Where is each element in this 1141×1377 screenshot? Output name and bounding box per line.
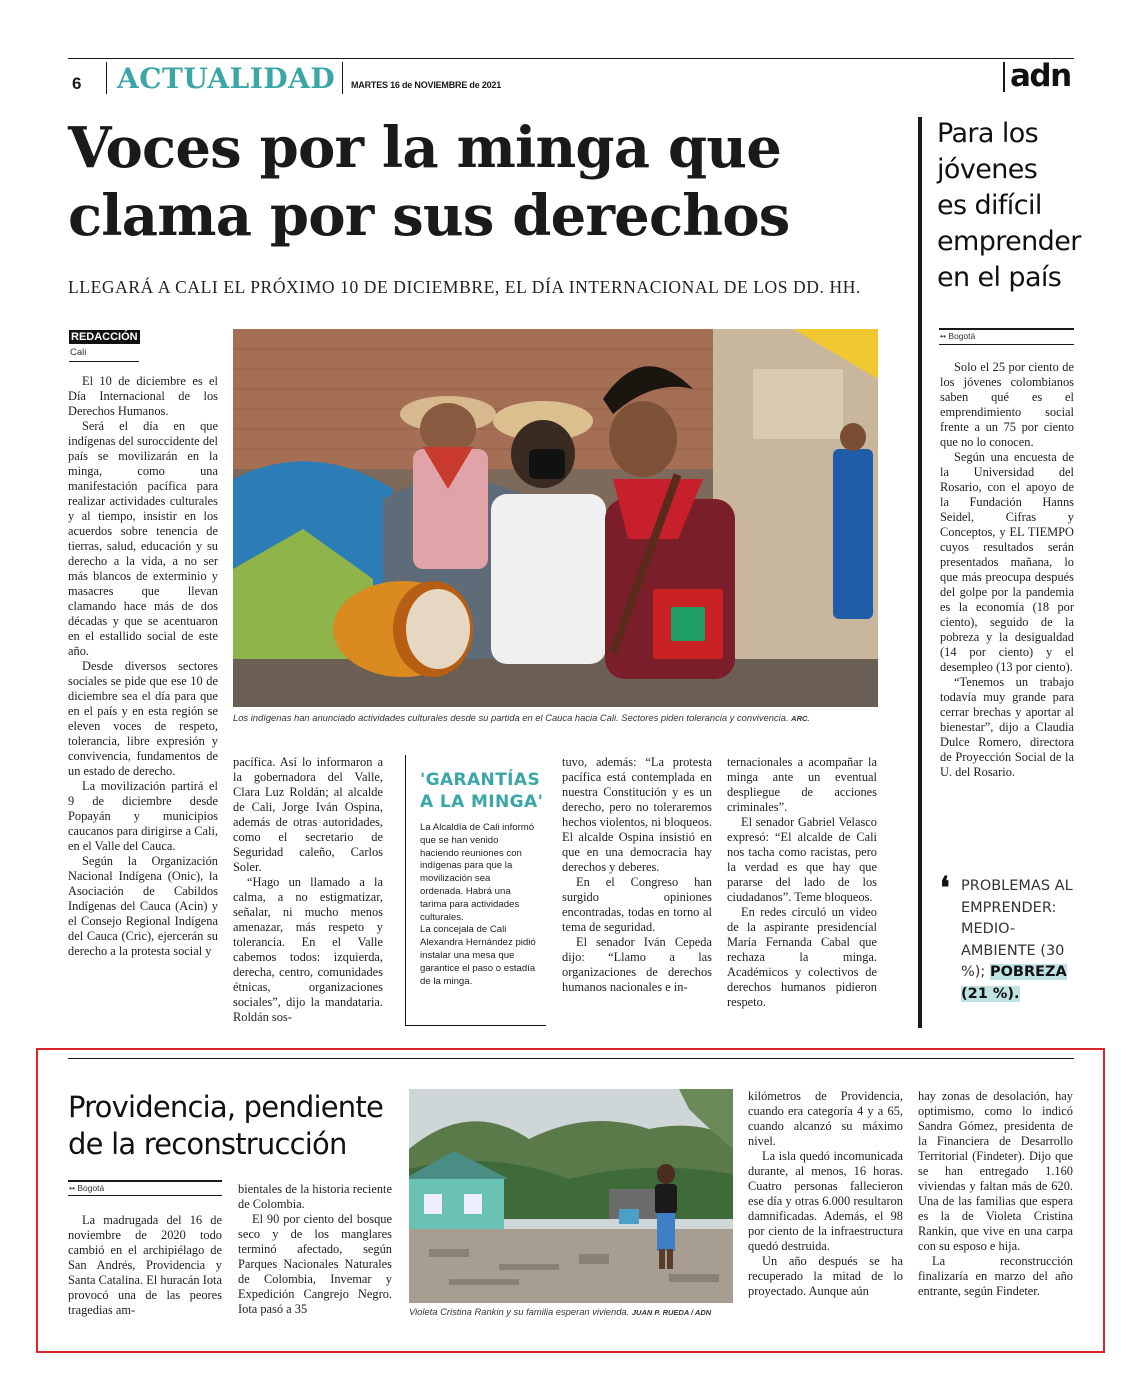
paragraph: tuvo, además: “La protesta pacífica está contemplada en nuestra Constitución y es un derecho, pero no toleraremos hechos violentos, ni bloqueos. El alcalde Ospina insistió en que en una democracia hay derechos y deberes. bbox=[562, 755, 712, 874]
bottom-col-3 bbox=[748, 1089, 903, 1299]
bottom-story-rule bbox=[68, 1058, 1074, 1059]
paragraph: La reconstrucción finalizaría en marzo del año entrante, según Findeter. bbox=[918, 1254, 1073, 1298]
sidebar-text bbox=[420, 822, 536, 988]
pull-quote-highlight: POBREZA (21 %). bbox=[961, 964, 1067, 1002]
right-headline-line: Para los bbox=[937, 118, 1039, 149]
right-location-rule bbox=[939, 328, 1074, 330]
pull-quote-text: PROBLEMAS AL EMPRENDER: MEDIO-AMBIENTE (30 %); bbox=[961, 878, 1073, 980]
paragraph: El senador Gabriel Velasco expresó: “El alcalde de Cali nos tacha como racistas, pero la verdad es que hay que pararse del lado de los ciudadanos”. Teme bloqueos. bbox=[727, 815, 877, 904]
right-headline bbox=[937, 116, 1081, 296]
sidebar-title-line1: 'GARANTÍAS bbox=[420, 770, 541, 790]
main-col-4 bbox=[562, 755, 712, 995]
paragraph: El 10 de diciembre es el Día Internacional de los Derechos Humanos. bbox=[68, 374, 218, 418]
bottom-photo-caption bbox=[409, 1306, 733, 1317]
issue-date: MARTES 16 de NOVIEMBRE de 2021 bbox=[351, 80, 502, 90]
main-photo-caption-text: Los indígenas han anunciado actividades culturales desde su partida en el Cauca hacia Cali. Sectores piden tolerancia y convivencia. bbox=[233, 712, 789, 723]
right-headline-line: emprender bbox=[937, 226, 1081, 257]
top-rule bbox=[68, 58, 1074, 59]
bottom-location-text: Bogotá bbox=[77, 1183, 105, 1193]
quote-mark-icon: ❛ bbox=[940, 871, 950, 906]
sidebar-paragraph: La concejala de Cali Alexandra Hernández pidió instalar una mesa que garantice el paso o estadía de la minga. bbox=[420, 924, 536, 987]
bottom-location: •• Bogotá bbox=[69, 1183, 105, 1193]
paragraph: “Hago un llamado a la calma, a no estigmatizar, señalar, ni mucho menos amenazar, más respeto y tolerancia. En el Valle cabemos todos: izquierda, derecha, centro, comunidades étnicas, organizaciones sociales”, dijo la mandataria. Roldán sos- bbox=[233, 875, 383, 1024]
paragraph: ternacionales a acompañar la minga ante un eventual despliegue de acciones criminales”. bbox=[727, 755, 877, 814]
pull-quote bbox=[961, 876, 1073, 1005]
bottom-photo-credit: JUAN P. RUEDA / ADN bbox=[631, 1308, 712, 1317]
bottom-col-4 bbox=[918, 1089, 1073, 1299]
bottom-headline bbox=[68, 1089, 383, 1163]
paragraph: Según una encuesta de la Universidad del Rosario, con el apoyo de la Fundación Hanns Seidel, Cifras y Conceptos, y EL TIEMPO cuyos resultados serán presentados mañana, lo que más preocupa después del golpe por la pandemia es la economía (18 por ciento), seguido de la pobreza y la desigualdad (14 por ciento) y el desempleo (13 por ciento). bbox=[940, 450, 1074, 674]
paragraph: Solo el 25 por ciento de los jóvenes colombianos saben qué es el emprendimiento social frente a un 75 por ciento que no lo conocen. bbox=[940, 360, 1074, 449]
right-headline-line: en el país bbox=[937, 262, 1062, 293]
bottom-col-2 bbox=[238, 1182, 392, 1317]
bottom-location-rule bbox=[68, 1180, 222, 1182]
right-headline-line: jóvenes bbox=[937, 154, 1038, 185]
providencia-photo bbox=[409, 1089, 733, 1303]
sidebar-title-line2: A LA MINGA' bbox=[420, 792, 544, 812]
right-headline-line: es difícil bbox=[937, 190, 1042, 221]
right-story-bar bbox=[918, 117, 922, 1028]
minga-photo bbox=[233, 329, 878, 707]
page-number: 6 bbox=[72, 74, 82, 93]
main-photo-credit: ARC. bbox=[791, 714, 810, 723]
section-title: ACTUALIDAD bbox=[117, 62, 336, 95]
main-col-5 bbox=[727, 755, 877, 1010]
paragraph: kilómetros de Providencia, cuando era categoría 4 y a 65, cuando alcanzó su máximo nivel. bbox=[748, 1089, 903, 1148]
paragraph: En redes circuló un video de la aspirante presidencial María Fernanda Cabal que rechaza la minga. Académicos y colectivos de derechos humanos pidieron respeto. bbox=[727, 905, 877, 1009]
minga-photo-illustration bbox=[233, 329, 878, 707]
main-col-2 bbox=[233, 755, 383, 1025]
right-location: •• Bogotá bbox=[940, 331, 976, 341]
paragraph: El 90 por ciento del bosque seco y de los manglares terminó afectado, según Parques Nacionales Naturales de Colombia, Invemar y Expedición Cangrejo Negro. Iota pasó a 35 bbox=[238, 1212, 392, 1316]
paragraph: La movilización partirá el 9 de diciembre desde Popayán y municipios caucanos para dirigirse a Cali, en el Valle del Cauca. bbox=[68, 779, 218, 853]
paragraph: Será el día en que indígenas del suroccidente del país se movilizarán en la minga, como una manifestación pacífica para realizar actividades culturales y al tiempo, insistir en los acuerdos sobre tenencia de tierras, salud, educación y su derecho a la vida, a no ser más blancos de exterminio y masacres que llevan clamando hace más de dos décadas y que se acentuaron en el estallido social de este año. bbox=[68, 419, 218, 658]
main-deck: LLEGARÁ A CALI EL PRÓXIMO 10 DE DICIEMBRE, EL DÍA INTERNACIONAL DE LOS DD. HH. bbox=[68, 277, 861, 297]
sidebar-paragraph: La Alcaldía de Cali informó que se han venido haciendo reuniones con indígenas para que la movilización sea ordenada. Habrá una tarima para actividades culturales. bbox=[420, 822, 535, 923]
paragraph: Desde diversos sectores sociales se pide que ese 10 de diciembre sea el día para que en el país y en esta región se eleven voces de respeto, tolerancia, libre expresión y convivencia, fundamentos de un estado de derecho. bbox=[68, 659, 218, 778]
paragraph: Según la Organización Nacional Indígena (Onic), la Asociación de Cabildos Indígenas del Cauca (Acin) y el Consejo Regional Indígena del Cauca (Cric), ejercerán su derecho a la protesta social y bbox=[68, 854, 218, 958]
sidebar-title bbox=[420, 769, 545, 813]
masthead-divider-2 bbox=[342, 62, 343, 94]
paragraph: “Tenemos un trabajo todavía muy grande para cerrar brechas y aportar al bienestar”, dijo a Claudia Dulce Romero, directora de Proyección Social de la U. del Rosario. bbox=[940, 675, 1074, 779]
right-location-text: Bogotá bbox=[948, 331, 976, 341]
right-body bbox=[940, 360, 1074, 780]
paragraph: Un año después se ha recuperado la mitad de lo proyectado. Aunque aún bbox=[748, 1254, 903, 1298]
bottom-headline-line1: Providencia, pendiente bbox=[68, 1090, 383, 1124]
paragraph: La madrugada del 16 de noviembre de 2020 todo cambió en el archipiélago de San Andrés, Providencia y Santa Catalina. El huracán Iota provocó una de las peores tragedias am- bbox=[68, 1213, 222, 1317]
bottom-col-1 bbox=[68, 1213, 222, 1318]
paragraph: hay zonas de desolación, hay optimismo, como lo indicó Sandra Gómez, presidenta de la Financiera de Desarrollo Territorial (Findeter). Dijo que se han entregado 1.160 viviendas y faltan más de 620. Una de las familias que espera es la de Violeta Cristina Rankin, que vive en una carpa con su esposo e hija. bbox=[918, 1089, 1073, 1253]
bottom-location-rule-2 bbox=[68, 1195, 222, 1196]
logo-divider bbox=[1003, 62, 1005, 92]
byline: REDACCIÓN bbox=[71, 331, 138, 343]
byline-rule bbox=[69, 361, 139, 362]
paragraph: pacífica. Así lo informaron a la gobernadora del Valle, Clara Luz Roldán; al alcalde de Cali, Jorge Iván Ospina, además de otras autoridades, como el secretario de Seguridad caleño, Carlos Soler. bbox=[233, 755, 383, 874]
adn-logo: adn bbox=[1010, 58, 1071, 94]
main-headline-line1: Voces por la minga que bbox=[68, 115, 782, 181]
bottom-headline-line2: de la reconstrucción bbox=[68, 1127, 347, 1161]
main-headline-line2: clama por sus derechos bbox=[68, 183, 790, 249]
main-col-1 bbox=[68, 374, 218, 959]
dateline: Cali bbox=[70, 347, 87, 358]
paragraph: bientales de la historia reciente de Colombia. bbox=[238, 1182, 392, 1211]
masthead-divider bbox=[106, 62, 107, 94]
paragraph: El senador Iván Cepeda dijo: “Llamo a las organizaciones de derechos humanos nacionales e in- bbox=[562, 935, 712, 994]
providencia-photo-illustration bbox=[409, 1089, 733, 1303]
bottom-photo-caption-text: Violeta Cristina Rankin y su familia esperan vivienda. bbox=[409, 1306, 630, 1317]
paragraph: En el Congreso han surgido opiniones encontradas, todas en torno al tema de seguridad. bbox=[562, 875, 712, 934]
paragraph: La isla quedó incomunicada durante, al menos, 16 horas. Cuatro personas fallecieron ese día y otras 6.000 resultaron damnificadas. Además, el 98 por ciento de la infraestructura quedó destruida. bbox=[748, 1149, 903, 1253]
right-location-rule-2 bbox=[939, 344, 1074, 345]
main-headline bbox=[68, 114, 789, 250]
main-photo-caption bbox=[233, 712, 878, 723]
